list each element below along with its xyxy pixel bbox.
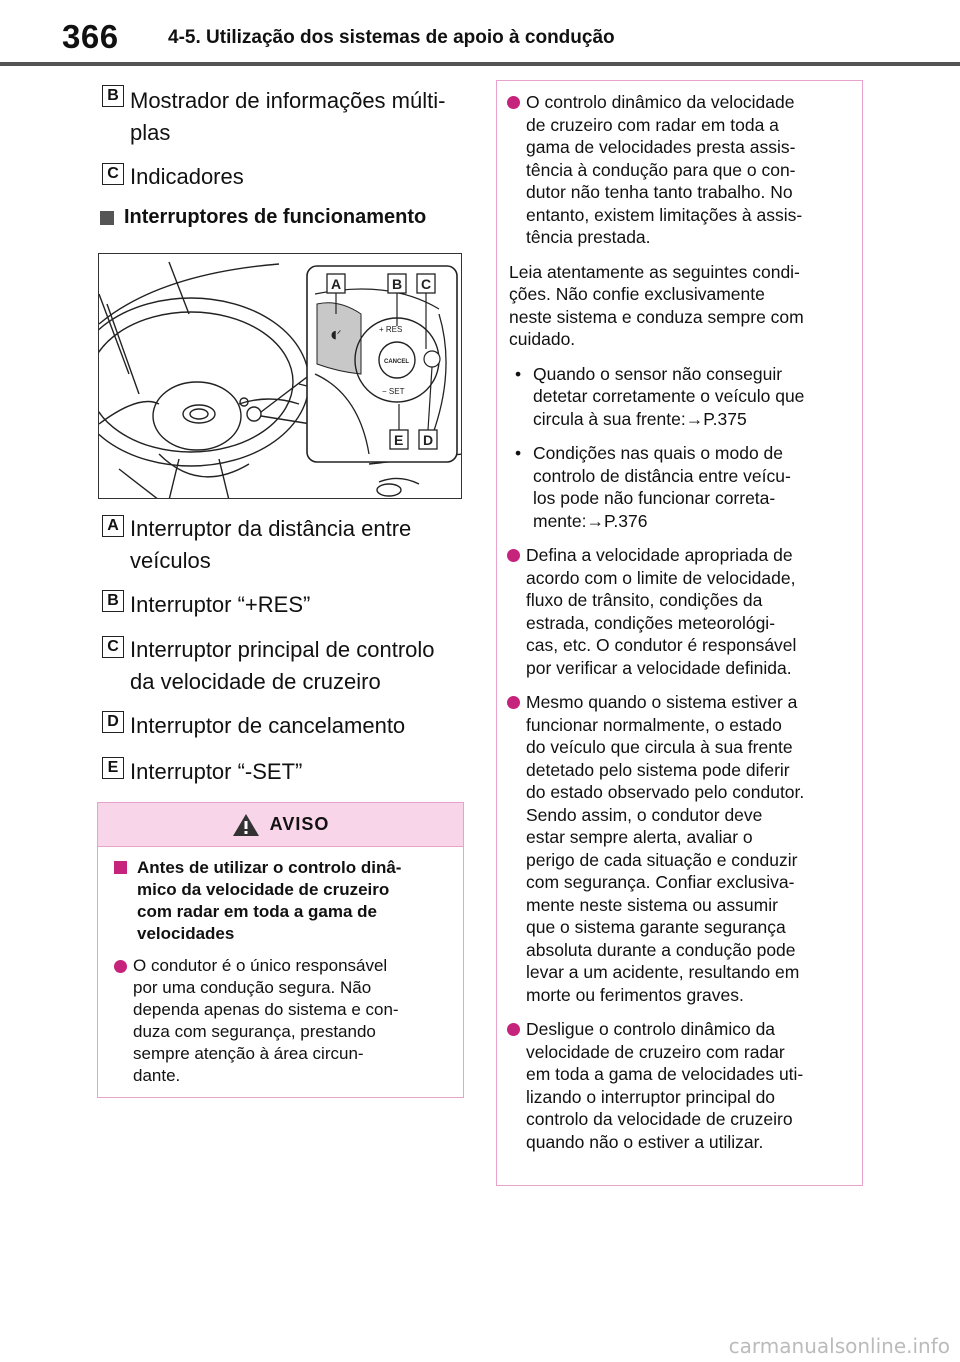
heading-square-icon xyxy=(100,211,114,225)
header-rule xyxy=(0,62,960,66)
legend-letter-b: B xyxy=(102,590,124,612)
legend-item-distance-switch: Interruptor da distância entre veículos xyxy=(130,516,412,573)
note-bullet-4: Desligue o controlo dinâmico da velocidade de cruzeiro com radar em toda a gama de velocidades uti- lizando o interruptor principal do controlo da velocidade de cruzeiro quando não o estiver a utilizar. xyxy=(507,1018,850,1153)
operation-switches-heading: Interruptores de funcionamento xyxy=(100,206,426,229)
warning-triangle-icon xyxy=(232,813,260,837)
bullet-dot-icon xyxy=(507,549,520,562)
legend-item-set-switch: Interruptor “-SET” xyxy=(130,759,303,784)
callout-c: C xyxy=(421,276,432,292)
cancel-label: CANCEL xyxy=(384,359,409,365)
letter-box-b-display: B xyxy=(102,85,124,107)
legend-item-main-switch: Interruptor principal de controlo da velocidade de cruzeiro xyxy=(130,637,435,694)
warning-subheading: Antes de utilizar o controlo dinâ- mico da velocidade de cruzeiro com radar em toda a gama de velocidades xyxy=(114,857,449,945)
letter-box-c-indicators: C xyxy=(102,163,124,185)
legend-letter-e: E xyxy=(102,757,124,779)
warning-title: AVISO xyxy=(269,814,330,834)
bullet-dot-icon xyxy=(114,960,127,973)
warning-box xyxy=(97,802,464,1098)
right-notes-box xyxy=(496,80,863,1186)
callout-d: D xyxy=(423,432,434,448)
warning-bullet: O condutor é o único responsável por uma condução segura. Não dependa apenas do sistema e con- duza com segurança, prestando sempre atenção à área circun- dante. xyxy=(114,955,449,1087)
legend-item-cancel-switch: Interruptor de cancelamento xyxy=(130,713,406,738)
callout-b: B xyxy=(392,276,403,292)
warning-header xyxy=(98,803,463,847)
legend-letter-c: C xyxy=(102,636,124,658)
legend-letter-d: D xyxy=(102,711,124,733)
note-bullet-2: Defina a velocidade apropriada de acordo com o limite de velocidade, fluxo de trânsito, condições da estrada, condições meteorológi- cas, etc. O condutor é responsável por verificar a velocidade definida. xyxy=(507,544,850,679)
svg-text:◖ᐟ: ◖ᐟ xyxy=(331,328,342,341)
callout-a: A xyxy=(331,276,342,292)
callout-e: E xyxy=(394,432,404,448)
note-bullet-3: Mesmo quando o sistema estiver a funcionar normalmente, o estado do veículo que circula à sua frente detetado pelo sistema pode diferir do estado observado pelo condutor. Sendo assim, o condutor deve estar sempre alerta, avaliar o perigo de cada situação e conduzir com segurança. Confiar exclusiva- mente neste sistema ou assumir que o sistema garante segurança absoluta durante a condução pode levar a um acidente, resultando em morte ou ferimentos graves. xyxy=(507,691,850,1006)
note-sub-item-2: • Condições nas quais o modo de controlo de distância entre veícu- los pode não funcionar correta- mente:→P.376 xyxy=(515,443,791,531)
page-number: 366 xyxy=(62,18,119,55)
subheading-square-icon xyxy=(114,861,127,874)
page-header xyxy=(0,0,960,66)
legend-letter-a: A xyxy=(102,515,124,537)
note-paragraph: Leia atentamente as seguintes condi- ções. Não confie exclusivamente neste sistema e conduza sempre com cuidado. xyxy=(509,261,804,349)
legend-item-res-switch: Interruptor “+RES” xyxy=(130,592,311,617)
item-indicators: Indicadores xyxy=(130,164,244,189)
bullet-dot-icon xyxy=(507,96,520,109)
res-label: + RES xyxy=(379,325,403,334)
steering-wheel-illustration xyxy=(99,254,462,499)
section-title: 4-5. Utilização dos sistemas de apoio à condução xyxy=(168,27,615,48)
bullet-dot-icon xyxy=(507,696,520,709)
item-multi-info-display: Mostrador de informações múlti- plas xyxy=(130,88,446,145)
note-sub-item-1: • Quando o sensor não conseguir detetar corretamente o veículo que circula à sua frente:→P.375 xyxy=(515,363,805,429)
steering-wheel-switch-figure xyxy=(98,253,462,499)
note-bullet-1: O controlo dinâmico da velocidade de cruzeiro com radar em toda a gama de velocidades presta assis- tência à condução para que o con- dutor não tenha tanto trabalho. No entanto, existem limitações à assis- tência prestada. xyxy=(507,91,850,249)
set-label: − SET xyxy=(382,387,405,396)
bullet-dot-icon xyxy=(507,1023,520,1036)
watermark: carmanualsonline.info xyxy=(728,1334,950,1358)
